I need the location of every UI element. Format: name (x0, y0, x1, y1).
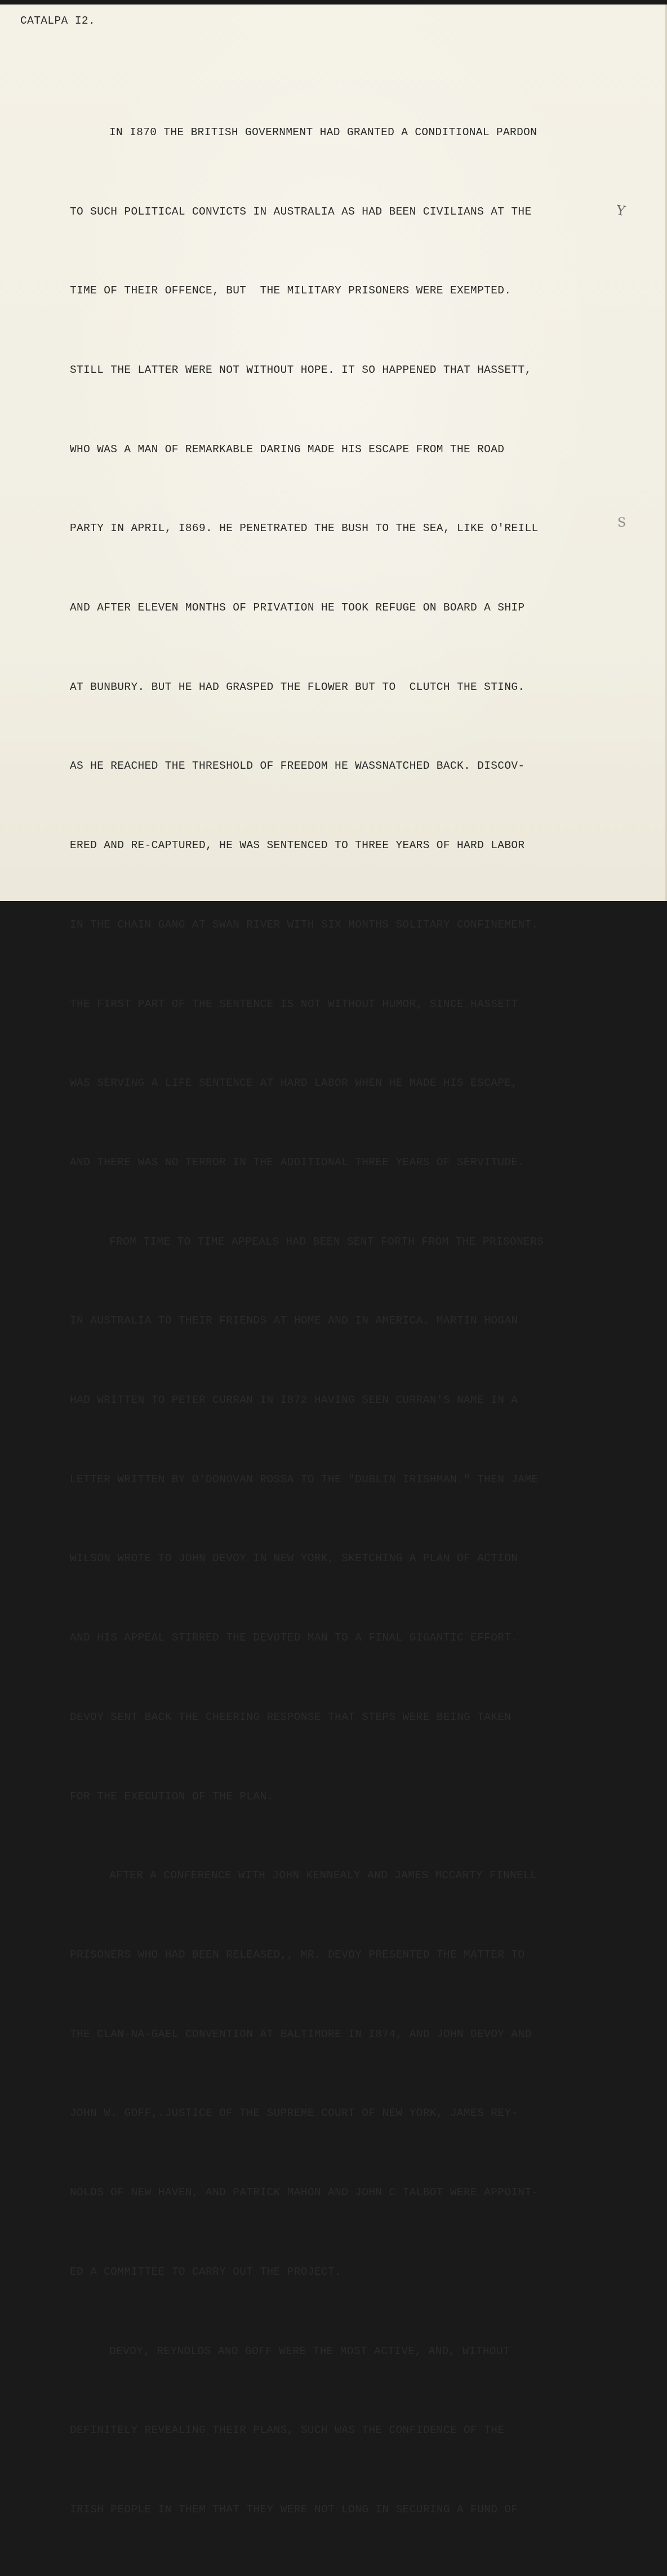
text-line: TIME OF THEIR OFFENCE, BUT THE MILITARY PRISONERS WERE EXEMPTED. (70, 284, 512, 297)
text-line: IN AUSTRALIA TO THEIR FRIENDS AT HOME AND IN AMERICA. MARTIN HOGAN (70, 1314, 518, 1327)
handwritten-margin-mark: S (617, 516, 626, 530)
text-line: DEFINITELY REVEALING THEIR PLANS, SUCH WAS THE CONFIDENCE OF THE (70, 2424, 505, 2437)
text-line: ERED AND RE-CAPTURED, HE WAS SENTENCED TO THREE YEARS OF HARD LABOR (70, 839, 525, 852)
text-line: PRISONERS WHO HAD BEEN RELEASED,, MR. DEVOY PRESENTED THE MATTER TO (70, 1948, 525, 1961)
text-line: STILL THE LATTER WERE NOT WITHOUT HOPE. IT SO HAPPENED THAT HASSETT, (70, 363, 532, 376)
text-line: AND HIS APPEAL STIRRED THE DEVOTED MAN TO A FINAL GIGANTIC EFFORT. (70, 1632, 518, 1644)
text-line: JOHN W. GOFF,.JUSTICE OF THE SUPREME COURT OF NEW YORK, JAMES REY- (70, 2107, 518, 2120)
text-line: TO SUCH POLITICAL CONVICTS IN AUSTRALIA AS HAD BEEN CIVILIANS AT THE (70, 205, 532, 218)
text-line: DEVOY SENT BACK THE CHEERING RESPONSE THAT STEPS WERE BEING TAKEN (70, 1710, 512, 1723)
text-line: IRISH PEOPLE IN THEM THAT THEY WERE NOT LONG IN SECURING A FUND OF (70, 2503, 518, 2516)
text-line: NOLDS OF NEW HAVEN, AND PATRICK MAHON AND JOHN C TALBOT WERE APPOINT- (70, 2186, 539, 2199)
running-head: CATALPA I2. (20, 15, 96, 27)
text-line: AT BUNBURY. BUT HE HAD GRASPED THE FLOWER BUT TO CLUTCH THE STING. (70, 680, 525, 693)
text-line: LETTER WRITTEN BY O'DONOVAN ROSSA TO THE "DUBLIN IRISHMAN." THEN JAME (70, 1473, 539, 1486)
text-line: IN THE CHAIN GANG AT SWAN RIVER WITH SIX MONTHS SOLITARY CONFINEMENT. (70, 918, 539, 931)
text-line: WAS SERVING A LIFE SENTENCE AT HARD LABOR WHEN HE MADE HIS ESCAPE, (70, 1077, 518, 1090)
text-line: HAD WRITTEN TO PETER CURRAN IN I872 HAVING SEEN CURRAN'S NAME IN A (70, 1394, 518, 1407)
text-line: THE CLAN-NA-GAEL CONVENTION AT BALTIMORE IN I874, AND JOHN DEVOY AND (70, 2027, 532, 2040)
text-line: FOR THE EXECUTION OF THE PLAN. (70, 1790, 274, 1803)
text-line: DEVOY, REYNOLDS AND GOFF WERE THE MOST ACTIVE, AND, WITHOUT (109, 2345, 510, 2357)
body-text (70, 66, 633, 2576)
text-line: AND THERE WAS NO TERROR IN THE ADDITIONAL THREE YEARS OF SERVITUDE. (70, 1156, 525, 1169)
handwritten-margin-mark: Y (615, 202, 626, 219)
text-line: AFTER A CONFERENCE WITH JOHN KENNEALY AND JAMES MCCARTY FINNELL (109, 1869, 537, 1882)
text-line: PARTY IN APRIL, I869. HE PENETRATED THE BUSH TO THE SEA, LIKE O'REILL (70, 522, 539, 535)
text-line: WILSON WROTE TO JOHN DEVOY IN NEW YORK, SKETCHING A PLAN OF ACTION (70, 1552, 518, 1565)
text-line: FROM TIME TO TIME APPEALS HAD BEEN SENT FORTH FROM THE PRISONERS (109, 1235, 544, 1248)
text-line: ED A COMMITTEE TO CARRY OUT THE PROJECT. (70, 2265, 342, 2278)
text-line: THE FIRST PART OF THE SENTENCE IS NOT WITHOUT HUMOR, SINCE HASSETT (70, 997, 518, 1010)
text-line: WHO WAS A MAN OF REMARKABLE DARING MADE HIS ESCAPE FROM THE ROAD (70, 443, 505, 456)
text-line: AS HE REACHED THE THRESHOLD OF FREEDOM HE WASSNATCHED BACK. DISCOV- (70, 760, 525, 773)
text-line: AND AFTER ELEVEN MONTHS OF PRIVATION HE TOOK REFUGE ON BOARD A SHIP (70, 601, 525, 614)
typewritten-page (0, 5, 667, 2516)
text-line: IN I870 THE BRITISH GOVERNMENT HAD GRANTED A CONDITIONAL PARDON (109, 126, 537, 139)
